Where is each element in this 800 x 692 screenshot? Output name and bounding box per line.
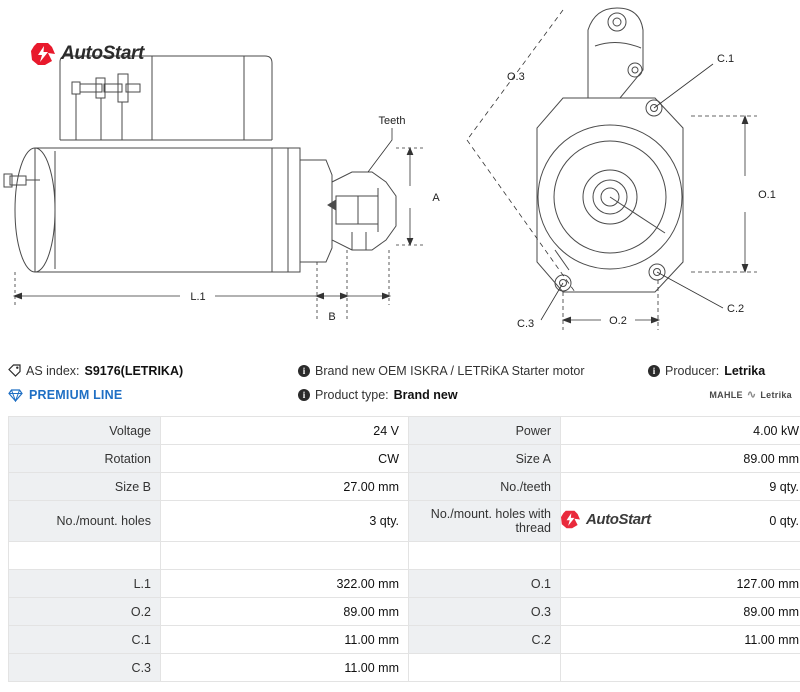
premium-line-badge xyxy=(8,387,122,403)
description-text: Brand new OEM ISKRA / LETRiKA Starter motor xyxy=(315,364,585,378)
spec-key: No./teeth xyxy=(409,473,561,501)
spec-empty xyxy=(409,654,561,682)
product-type-cell xyxy=(298,387,648,403)
spec-key: Size B xyxy=(9,473,161,501)
spec-value: 24 V xyxy=(161,417,409,445)
partner-brand-cell xyxy=(648,387,792,403)
product-info-block xyxy=(0,359,800,407)
description-cell xyxy=(298,363,648,379)
autostart-bolt-icon xyxy=(30,42,56,66)
producer-label: Producer: xyxy=(665,364,720,378)
spec-key: C.3 xyxy=(9,654,161,682)
drawing-label-a: A xyxy=(432,192,440,204)
spec-key: Power xyxy=(409,417,561,445)
spec-value: 27.00 mm xyxy=(161,473,409,501)
table-row xyxy=(9,598,800,626)
specifications-section xyxy=(0,416,800,682)
drawing-label-l1: L.1 xyxy=(190,291,206,303)
spec-key: L.1 xyxy=(9,570,161,598)
drawing-label-c1: C.1 xyxy=(717,53,735,65)
spec-value: 89.00 mm xyxy=(161,598,409,626)
spec-empty xyxy=(561,654,800,682)
starter-front-view xyxy=(445,0,800,350)
table-row xyxy=(9,626,800,654)
autostart-logo-text: AutoStart xyxy=(61,43,144,64)
spec-value: 322.00 mm xyxy=(161,570,409,598)
spec-empty xyxy=(561,542,800,570)
as-index-value: S9176(LETRIKA) xyxy=(84,364,184,378)
wave-icon: ∿ xyxy=(746,389,757,401)
table-row xyxy=(9,570,800,598)
spec-value: 11.00 mm xyxy=(161,626,409,654)
drawing-label-o2: O.2 xyxy=(609,315,627,327)
premium-diamond-icon xyxy=(8,389,23,402)
specifications-table xyxy=(8,416,800,682)
spec-value: 11.00 mm xyxy=(161,654,409,682)
autostart-logo xyxy=(30,42,144,66)
spec-value: 89.00 mm xyxy=(561,598,800,626)
specifications-body xyxy=(9,417,800,682)
drawing-label-b: B xyxy=(328,311,336,323)
table-row xyxy=(9,654,800,682)
drawing-label-o3: O.3 xyxy=(507,71,525,83)
spec-empty xyxy=(409,542,561,570)
info-row-secondary xyxy=(8,383,792,407)
spec-value: 127.00 mm xyxy=(561,570,800,598)
spec-value: 0 qty. xyxy=(561,501,800,542)
as-index-label: AS index: xyxy=(26,364,80,378)
info-icon: i xyxy=(298,389,310,401)
spec-value: 3 qty. xyxy=(161,501,409,542)
spec-empty xyxy=(9,542,161,570)
tag-icon xyxy=(8,364,21,377)
info-icon: i xyxy=(298,365,310,377)
spec-key: Voltage xyxy=(9,417,161,445)
table-row xyxy=(9,417,800,445)
spec-value: CW xyxy=(161,445,409,473)
info-row-primary xyxy=(8,359,792,383)
product-type-value: Brand new xyxy=(393,388,458,402)
drawing-label-c3: C.3 xyxy=(517,318,535,330)
spec-value: 4.00 kW xyxy=(561,417,800,445)
spec-key: Size A xyxy=(409,445,561,473)
spec-key: C.2 xyxy=(409,626,561,654)
producer-value: Letrika xyxy=(724,364,766,378)
spec-value: 9 qty. xyxy=(561,473,800,501)
table-row xyxy=(9,501,800,542)
spec-key: O.3 xyxy=(409,598,561,626)
table-row xyxy=(9,473,800,501)
spec-value: 11.00 mm xyxy=(561,626,800,654)
product-type-label: Product type: xyxy=(315,388,389,402)
premium-line-cell xyxy=(8,387,298,403)
premium-line-label: PREMIUM LINE xyxy=(29,388,123,402)
drawing-label-o1: O.1 xyxy=(758,189,776,201)
spec-key: Rotation xyxy=(9,445,161,473)
producer-cell xyxy=(648,363,792,379)
spec-key: No./mount. holes xyxy=(9,501,161,542)
spec-key: No./mount. holes with thread xyxy=(409,501,561,542)
drawing-label-teeth: Teeth xyxy=(378,115,406,127)
mahle-letrika-logo xyxy=(709,387,792,403)
spec-empty xyxy=(161,542,409,570)
mahle-wordmark: MAHLE xyxy=(709,390,743,400)
as-index-cell xyxy=(8,363,298,379)
drawing-label-c2: C.2 xyxy=(727,303,745,315)
autostart-watermark-text: AutoStart xyxy=(586,511,651,528)
info-icon: i xyxy=(648,365,660,377)
table-row-spacer xyxy=(9,542,800,570)
spec-value: 89.00 mm xyxy=(561,445,800,473)
spec-key: O.1 xyxy=(409,570,561,598)
table-row xyxy=(9,445,800,473)
spec-key: C.1 xyxy=(9,626,161,654)
letrika-wordmark: Letrika xyxy=(760,390,792,400)
spec-key: O.2 xyxy=(9,598,161,626)
